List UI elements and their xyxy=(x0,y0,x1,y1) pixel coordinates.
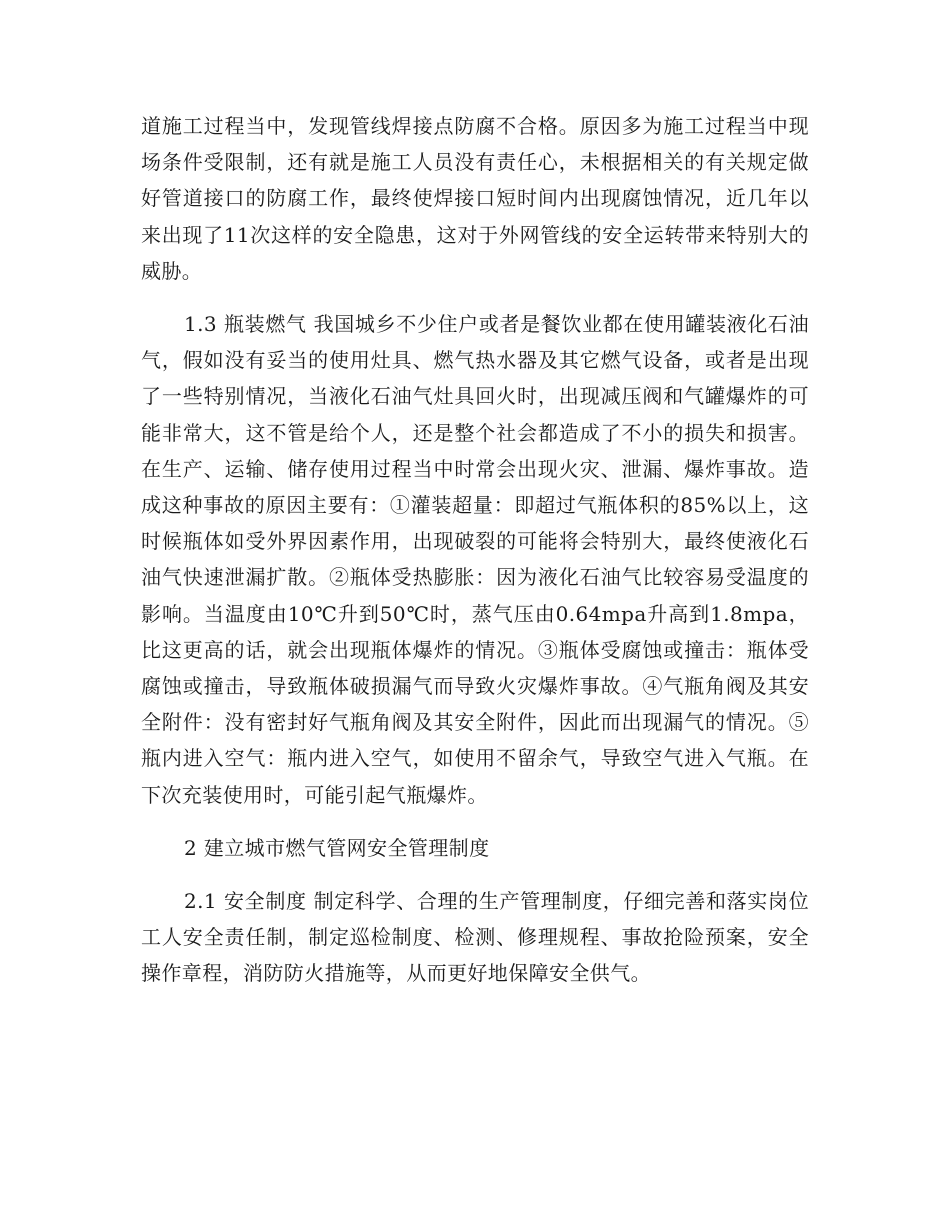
paragraph-pipeline-corrosion: 道施工过程当中，发现管线焊接点防腐不合格。原因多为施工过程当中现场条件受限制，还有就是施工人员没有责任心，未根据相关的有关规定做好管道接口的防腐工作，最终使焊接口短时间内出现腐蚀情况，近几年以来出现了11次这样的安全隐患，这对于外网管线的安全运转带来特别大的威胁。 xyxy=(141,114,809,283)
paragraph-bottled-gas: 1.3 瓶装燃气 我国城乡不少住户或者是餐饮业都在使用罐装液化石油气，假如没有妥当的使用灶具、燃气热水器及其它燃气设备，或者是出现了一些特别情况，当液化石油气灶具回火时，出现减压阀和气罐爆炸的可能非常大，这不管是给个人，还是整个社会都造成了不小的损失和损害。在生产、运输、储存使用过程当中时常会出现火灾、泄漏、爆炸事故。造成这种事故的原因主要有：①灌装超量：即超过气瓶体积的85%以上，这时候瓶体如受外界因素作用，出现破裂的可能将会特别大，最终使液化石油气快速泄漏扩散。②瓶体受热膨胀：因为液化石油气比较容易受温度的影响。当温度由10℃升到50℃时，蒸气压由0.64mpa升高到1.8mpa，比这更高的话，就会出现瓶体爆炸的情况。③瓶体受腐蚀或撞击：瓶体受腐蚀或撞击，导致瓶体破损漏气而导致火灾爆炸事故。④气瓶角阀及其安全附件：没有密封好气瓶角阀及其安全附件，因此而出现漏气的情况。⑤瓶内进入空气：瓶内进入空气，如使用不留余气，导致空气进入气瓶。在下次充装使用时，可能引起气瓶爆炸。 xyxy=(141,312,809,807)
document-body xyxy=(141,108,809,1009)
section-heading-safety-management: 2 建立城市燃气管网安全管理制度 xyxy=(184,835,490,860)
paragraph-safety-system: 2.1 安全制度 制定科学、合理的生产管理制度，仔细完善和落实岗位工人安全责任制，制定巡检制度、检测、修理规程、事故抢险预案，安全操作章程，消防防火措施等，从而更好地保障安全供气。 xyxy=(141,889,809,986)
